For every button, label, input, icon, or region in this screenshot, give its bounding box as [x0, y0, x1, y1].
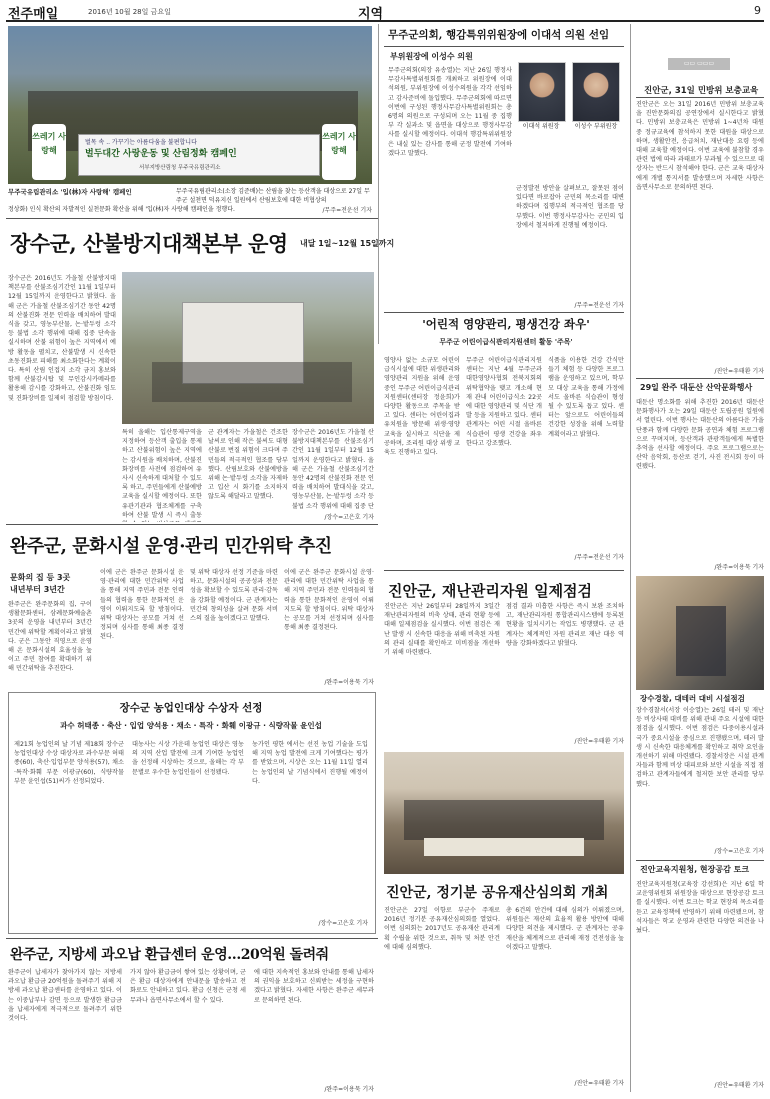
banner-line-3: 서부지방산림청 무주국유림관리소: [139, 165, 221, 171]
jinan-disaster-byline: /진안=우태환 기자: [574, 738, 624, 745]
wanju-festival-headline: 29일 완주 대둔산 산악문화행사: [640, 383, 753, 392]
wanju-tax-byline: /완주=이용묵 기자: [324, 1086, 374, 1093]
portrait-photo-1: [518, 62, 566, 122]
muju-vice-subhead: 부위원장에 이성수 의원: [390, 52, 473, 61]
campaign-photo: [8, 26, 372, 184]
police-photo-caption: 장수경찰, 대테러 대비 시설점검: [640, 694, 745, 703]
photo-caption-left: 정상화) 인식 확산의 자발적인 실천문화 확산을 위해 '입(林)자 사랑해 캠페인을 정행다.: [8, 206, 235, 213]
jinan-edu-body: 진안군은 오는 31일 2016년 민방위 보충교육을 진안문화의집 공연장에서 실시한다고 밝혔다. 민방위 보충교육은 민방위 1~4년차 대원 중 정규교육에 참석하지 못한 대원을 대상으로 하며, 생활안전, 응급처치, 재난대응 요령 등에 대해 교육할 예정이다. 이번 교육에 불참할 경우 관련 법에 따라 과태료가 부과될 수 있으므로 대상자는 반드시 참석해야 한다. 군은 교육 대상자에게 개별 통지서를 발송했으며 자세한 사항은 읍면사무소로 문의하면 된다.: [636, 101, 764, 191]
page-number: 9: [754, 4, 761, 17]
issue-date: 2016년 10월 28일 금요일: [88, 8, 171, 16]
rule: [384, 46, 624, 47]
wanju-festival-byline: /완주=이용묵 기자: [714, 564, 764, 571]
jinan-disaster-col2: 점검 결과 미흡한 사항은 즉시 보완 조치하고, 재난관리자원 통합관리시스템에 등록된 현황을 일치시키는 작업도 병행했다. 군 관계자는 체계적인 자원 관리로 재난 대응 역량을 강화하겠다고 밝혔다.: [506, 603, 624, 647]
campaign-banner: [78, 134, 320, 176]
jangsu-award-col2: 대농사는 시상 가운데 농업인 대상은 영농의 지역 산업 발전에 크게 기여한 농업인을 선정해 시상하는 것으로, 올해는 각 부문별로 우수한 농업인들이 선정됐다.: [132, 741, 244, 776]
header-rule: [6, 20, 764, 22]
jangsu-award-col1: 제21회 농업인의 날 기념 제18회 장수군 농업인대상 수상 대상자로 과수부문 허태종(60), 축산·입업부문 양석용(57), 채소·특작·화훼 부문 이광규(60), 식량작물 부문 윤인섭(51)씨가 선정되었다.: [14, 741, 124, 785]
masthead: 전주매일: [8, 7, 59, 22]
rule: [6, 524, 378, 525]
jangsu-award-subtitle: 과수 허태종 · 축산 · 입업 양석용 · 채소 · 특작 · 화훼 이광규 · 식량작물 윤인섭: [60, 721, 322, 730]
forest-photo: [122, 272, 374, 424]
wanju-festival-body: 대둔산 명소화를 위해 추진한 2016년 대둔산 문화행사가 오는 29일 대둔산 도립공원 일원에서 열린다. 이번 행사는 대둔산의 아름다운 가을 단풍과 함께 다양한 문화 공연과 체험 프로그램으로 꾸며지며, 등산객과 관광객들에게 특별한 추억을 선사할 예정이다. 주요 프로그램으로는 산악 음악회, 등산로 걷기, 사진 전시회 등이 마련됐다.: [636, 399, 764, 471]
meeting-table-shape: [424, 838, 584, 856]
wanju-culture-byline: /완주=이용묵 기자: [324, 679, 374, 686]
jangsu-award-col3: 농가인 평한 에서는 선진 농업 기술을 도입해 지역 농업 발전에 크게 기여했다는 평가를 받았으며, 시상은 오는 11월 11일 열리는 농업인의 날 기념식에서 진행될 예정이다.: [252, 741, 368, 785]
muju-nutrition-heading: [388, 316, 624, 347]
jinan-edu-byline: /진안=우태환 기자: [714, 368, 764, 375]
sign-left: 쓰레기 사랑해: [32, 124, 66, 180]
jinan-council-col2: 총 6건의 안건에 대해 심의가 이뤄졌으며, 위원들은 재산의 효율적 활용 방안에 대해 다양한 의견을 제시했다. 군 관계자는 공유재산을 체계적으로 관리해 재정 건전성을 높이겠다고 말했다.: [506, 907, 624, 951]
people-shape: [152, 362, 352, 402]
rule: [6, 938, 378, 939]
wanju-culture-sub1: 문화의 집 등 3곳: [10, 573, 71, 582]
portrait-name-2: 이성수 부위원장: [574, 123, 618, 130]
jangsu-award-byline: /장수=고은호 기자: [318, 920, 368, 927]
wanju-culture-col1: 완주군은 완주문화의 집, 구이생활문화센터, 삼례문화예술촌 3곳의 운영을 내년부터 3년간 민간에 위탁할 계획이라고 밝혔다. 군은 그동안 직영으로 운영해 온 문화시설의 효율성을 높이고 주민 참여를 확대하기 위해 민간위탁을 추진한다.: [8, 601, 92, 673]
column-divider: [378, 24, 379, 344]
muju-vice-byline: /무주=전운선 기자: [574, 302, 624, 309]
muju-nutrition-subhead: 무주군 어린이급식관리지원센터 활동 '주목': [439, 338, 573, 346]
banner-line-2: 벌두대간 사랑운동 및 산림정화 캠페인: [85, 149, 237, 159]
portrait-photo-2: [572, 62, 620, 122]
jang-forest-col3: 군 관계자는 가을철은 건조한 날씨로 인해 작은 불씨도 대형 산불로 번질 위험이 크다며 주민들의 적극적인 협조를 당부했다. 산림보호와 산불예방을 위해 논·밭두렁 소각을 자제하고 입산 시 화기를 소지하지 않도록 해달라고 말했다.: [208, 429, 288, 501]
column-logo: ▭▭ ▭▭▭: [668, 58, 730, 70]
rule: [384, 312, 624, 313]
wanju-culture-sub2: 내년부터 3년간: [10, 585, 65, 594]
muju-nutrition-col1: 영양사 없는 소규모 어린이급식시설에 대한 위생관리와 영양관리 지원을 위해 운영 중인 무주군 어린이급식관리지원센터(센터장 정윤희)가 다양한 활동으로 주목을 받고 있다. 센터는 어린이집과 유치원을 방문해 위생·영양 교육을 실시하고 식단을 제공하며, 조리원 대상 위생 교육도 진행하고 있다.: [384, 357, 460, 457]
muju-nutrition-col2: 무주군 어린이급식관리지원센터는 지난 4월 무주군과 대한영양사협회 전북지회의 위탁협약을 맺고 개소해 현재 관내 어린이급식소 22곳에 대한 영양관리 및 식단 개발 등을 지원하고 있다. 센터 관계자는 어린 시절 올바른 식습관이 평생 건강을 좌우한다고 강조했다.: [466, 357, 542, 447]
photo-caption-title: 무주국유림관리소 '입(林)자 사랑해' 캠페인: [8, 188, 132, 196]
rule: [6, 218, 378, 219]
jinan-council-byline: /진안=우태환 기자: [574, 1080, 624, 1087]
jinan-disaster-col1: 진안군은 지난 26일부터 28일까지 3일간 재난관리자원의 비축 상태, 관리 현황 등에 대해 일제점검을 실시했다. 이번 점검은 재난 발생 시 신속한 대응을 위해 비축된 자원의 관리 실태를 확인하고 미비점을 개선하기 위해 마련됐다.: [384, 603, 500, 657]
jangsu-police-body: 장수경찰서(서장 이승열)는 26일 테러 및 재난 등 비상사태 대비를 위해 관내 주요 시설에 대한 점검을 실시했다. 이번 점검은 다중이용시설과 국가 중요시설을 중심으로 진행됐으며, 테러 발생 시 신속한 대응체계를 확인하고 취약 요인을 개선하기 위해 마련됐다. 경찰서장은 시설 관계자들과 함께 비상 대피로와 보안 시설을 직접 점검하고 관계자들에게 철저한 보안 관리를 당부했다.: [636, 707, 764, 788]
muju-vice-body-right: 군정발전 방안을 살펴보고, 잘못된 점이 있다면 바로잡아 군민의 목소리를 대변하겠다며 집행부의 적극적인 협조를 당부했다. 이번 행정사무감사는 군민의 입장에서 철저하게 진행될 예정이다.: [516, 185, 624, 229]
jinan-disaster-headline: 진안군, 재난관리자원 일제점검: [388, 582, 593, 600]
banner-line-1: 벌목 속 .. 가꾸기는 아름다움을 불편합니다: [85, 139, 197, 146]
rule: [636, 860, 764, 861]
jang-forest-col2: 특히 올해는 입산통제구역을 지정하여 등산객 출입을 통제하고 산불위험이 높은 지역에는 감시원을 배치하며, 산불진화장비를 사전에 점검하여 유사시 신속하게 대처할 수 있도록 하고, 주민들에게 산불예방 교육을 실시할 예정이다. 또한 유관기관과 협조체계를 구축하여 산불 발생 시 즉시 출동: [122, 429, 202, 519]
jangsu-police-byline: /장수=고은호 기자: [714, 848, 764, 855]
jinan-talk-byline: /진안=우태환 기자: [714, 1082, 764, 1089]
sign-right: 쓰레기 사랑해: [322, 124, 356, 180]
muju-nutrition-headline: '어린적 영양관리, 평생건강 좌우': [422, 317, 590, 331]
photo-caption-right: 무주국유림관리소(소장 김준배)는 산림을 찾는 등산객을 대상으로 27일 무주군 설천면 덕유지신 일원에서 산림보호에 대한 비협상의: [176, 188, 370, 204]
officer-shape: [676, 606, 726, 676]
meeting-photo: [384, 752, 624, 874]
wanju-tax-headline: 완주군, 지방세 과오납 환급센터 운영…20억원 돌려줘: [10, 947, 329, 963]
jinan-talk-headline: 진안교육지원청, 현장공감 토크: [640, 865, 750, 874]
jinan-talk-body: 진안교육지원청(교육장 강선희)은 지난 6일 학교운영위원회 위원장을 대상으로 현장공감 토크를 실시했다. 이번 토크는 학교 현장의 목소리를 듣고 교육정책에 반영하기 위해 마련됐으며, 참석자들은 학교 운영과 관련한 다양한 의견을 나눴다.: [636, 881, 764, 935]
muju-nutrition-col3: 식품을 이용한 건강 간식만들기 체험 등 다양한 프로그램을 운영하고 있으며, 학부모 대상 교육을 통해 가정에서도 올바른 식습관이 형성될 수 있도록 돕고 있다. 센터는 앞으로도 어린이들의 건강한 성장을 위해 노력할 계획이라고 밝혔다.: [548, 357, 624, 438]
jinan-edu-headline: 진안군, 31일 민방위 보충교육: [644, 86, 759, 96]
rule: [636, 378, 764, 379]
wanju-culture-col3: 및 위탁 대상자 선정 기준을 마련하고, 문화시설의 공공성과 전문성을 확보할 수 있도록 관리·감독을 강화할 예정이다. 군 관계자는 민간의 창의성을 살려 문화 서비스의 질을 높이겠다고 말했다.: [190, 569, 278, 623]
meeting-people-shape: [404, 800, 604, 840]
wanju-tax-col1: 완주군이 납세자가 찾아가지 않는 지방세 과오납 환급금 20억원을 돌려주기 위해 지방세 과오납 환급센터를 운영하고 있다. 이는 이중납부나 감면 등으로 발생한 환급금을 납세자에게 적극적으로 돌려주기 위한 것이다.: [8, 969, 122, 1023]
jang-forest-subhead: 내달 1일~12월 15일까지: [300, 239, 395, 248]
police-photo: [636, 576, 764, 690]
wanju-tax-col3: 에 대한 지속적인 홍보와 안내를 통해 납세자의 권익을 보호하고 신뢰받는 세정을 구현하겠다고 밝혔다. 자세한 사항은 완주군 세무과로 문의하면 된다.: [254, 969, 374, 1004]
jang-forest-col1: 장수군은 2016년도 가을철 산불방지대책본부를 산불조심기간인 11월 1일부터 12월 15일까지 운영한다고 밝혔다. 올해 군은 가을철 산불조심기간 동안 42명의 산불진화 전문 인력을 배치하여 발대식을 갖고, 영농부산물, 논·밭두렁 소각 등 불법 소각 행위에 대해 집중 단속을 실시하며 산불 위험이 높은 지역에서 예방 활동을 펼치고, 산불발생 시 신속한 초동진화로 피해를 최소화한다는 계획이다. 특히 산림 인접지 소각 금지 홍보와 함께 산불감시탑 및 무인감시카메라를 활용해 감시를 강화하고, 산불진화 임도 및 진화장비를 일제히 점검할 방침이다.: [8, 275, 116, 402]
jang-forest-headline: 장수군, 산불방지대책본부 운영: [10, 231, 288, 256]
wanju-tax-col2: 가지 않아 환급금이 쌓여 있는 상황이며, 군은 환급 대상자에게 안내문을 발송하고 전화로도 안내하고 있다. 환급 신청은 군청 세무과나 읍면사무소에서 할 수 있다.: [130, 969, 246, 1004]
column-divider: [630, 24, 631, 1092]
wanju-culture-col2: 이에 군은 완주군 문화시설 운영·관리에 대한 민간위탁 사업을 통해 지역 주민과 전문 인력들의 협력을 통한 문화적인 운영이 이뤄지도록 할 방침이다. 위탁 대상자는 공모를 거쳐 선정되며 심사를 통해 최종 결정된다.: [100, 569, 184, 641]
wanju-culture-col4: 이에 군은 완주군 문화시설 운영·관리에 대한 민간위탁 사업을 통해 지역 주민과 전문 인력들의 협력을 통한 문화적인 운영이 이뤄지도록 할 방침이다. 위탁 대상자는 공모를 거쳐 선정되며 심사를 통해 최종 결정된다.: [284, 569, 374, 632]
wanju-culture-headline: 완주군, 문화시설 운영·관리 민간위탁 추진: [10, 536, 332, 557]
muju-vice-body-left: 무주군의회(의장 유송열)는 지난 26일 행정사무감사특별위원회를 개최하고 위원장에 이대석의원, 부위원장에 이성수의원을 각각 선임하고 감사준비에 돌입했다. 무주군의회에 따르면 이번에 구성된 행정사무감사특별위원회는 총 6명의 의원으로 구성되며 오는 11월 중 집행부 각 실과소 및 읍면을 대상으로 행정사무감사를 실시할 예정이다. 이대석 행감특위위원장은 내실 있는 감사를 통해 군정 발전에 기여하겠다고 말했다.: [388, 67, 512, 157]
jinan-council-col1: 진안군은 27일 이항로 부군수 주재로 2016년 정기분 공유재산심의회를 열었다. 이번 심의회는 2017년도 공유재산 관리계획 수립을 위한 것으로, 취득 및 처분 안건에 대해 심의했다.: [384, 907, 500, 951]
photo-caption-byline: /무주=전운선 기자: [322, 207, 372, 214]
rule: [384, 570, 624, 571]
section-title: 지역: [358, 7, 384, 22]
rule: [636, 97, 764, 98]
jangsu-award-title: 장수군 농업인대상 수상자 선정: [119, 702, 263, 714]
jinan-council-headline: 진안군, 정기분 공유재산심의회 개최: [386, 885, 609, 901]
jang-forest-col4: 장수군은 2016년도 가을철 산불방지대책본부를 산불조심기간인 11월 1일부터 12월 15일까지 운영한다고 밝혔다. 올해 군은 가을철 산불조심기간 동안 42명의 산불진화 전문 인력을 배치하여 발대식을 갖고, 영농부산물, 논·밭두렁 소각 등 불법 소각 행위에 대해 집중 단: [292, 429, 374, 510]
jang-forest-byline: /장수=고은호 기자: [324, 514, 374, 521]
muju-vice-top-title: 무주군의회, 행감특위위원장에 이대석 의원 선임: [388, 29, 610, 41]
muju-nutrition-byline: /무주=전운선 기자: [574, 554, 624, 561]
portrait-name-1: 이대석 위원장: [522, 123, 560, 130]
